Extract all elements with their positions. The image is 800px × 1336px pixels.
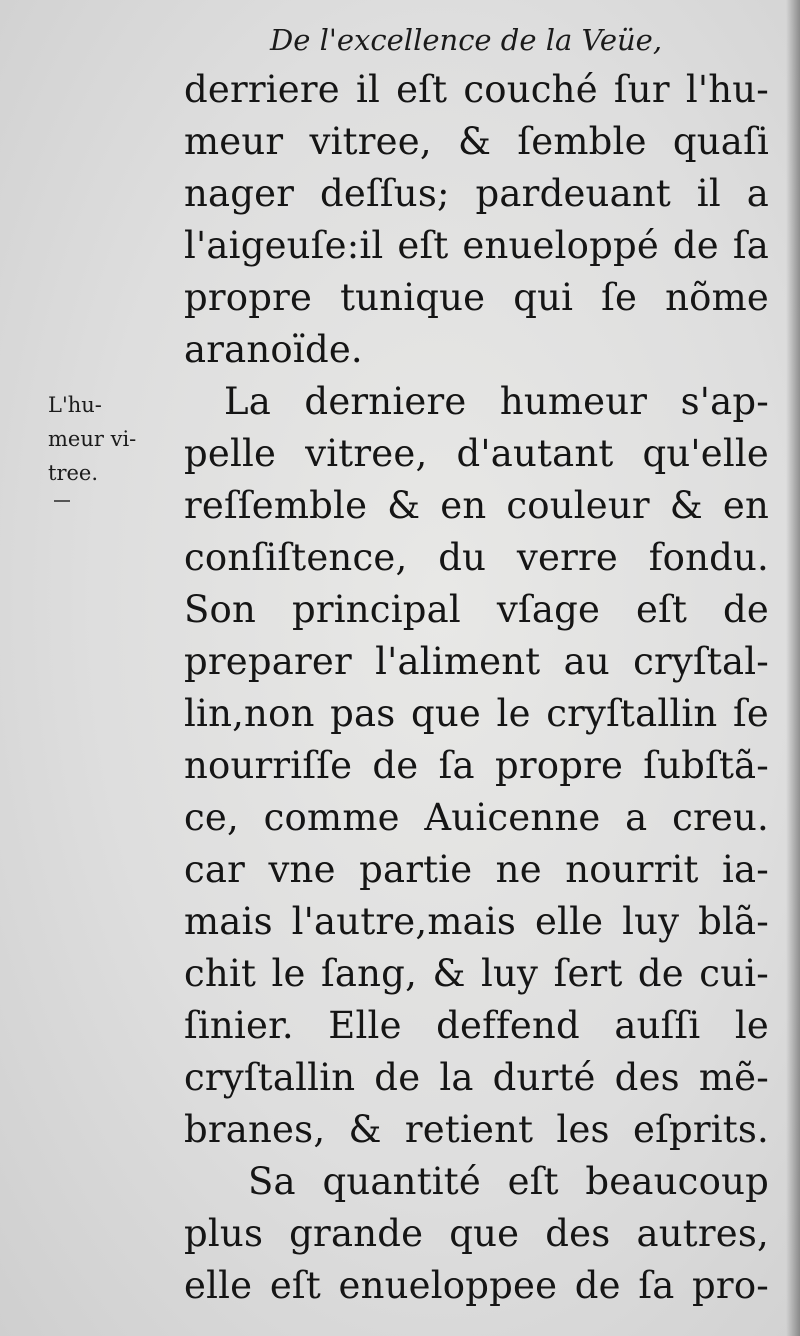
- text-line: La derniere humeur s'ap-: [224, 380, 769, 423]
- text-line: preparer l'aliment au cryſtal-: [184, 640, 769, 683]
- text-line: ſinier. Elle deffend auſſi le: [184, 1004, 769, 1047]
- running-title: De l'excellence de la Veüe,: [270, 23, 663, 57]
- margin-note: [48, 388, 173, 490]
- margin-dash: [54, 500, 70, 502]
- text-line: branes, & retient les eſprits.: [184, 1108, 769, 1151]
- text-line: propre tunique qui ſe nõme: [184, 276, 769, 319]
- text-line: mais l'autre,mais elle luy blã-: [184, 900, 769, 943]
- text-line: derriere il eſt couché ſur l'hu-: [184, 68, 769, 111]
- margin-note-line: tree.: [48, 461, 99, 485]
- text-line: meur vitree, & ſemble quaſi: [184, 120, 769, 163]
- text-line: cryſtallin de la durté des mẽ-: [184, 1056, 769, 1099]
- text-line: conſiſtence, du verre fondu.: [184, 536, 769, 579]
- text-line: chit le ſang, & luy ſert de cui-: [184, 952, 769, 995]
- text-line: elle eſt enueloppee de ſa pro-: [184, 1264, 769, 1307]
- margin-note-line: L'hu-: [48, 393, 102, 417]
- text-line: Son principal vſage eſt de: [184, 588, 769, 631]
- text-line: l'aigeuſe:il eſt enueloppé de ſa: [184, 224, 769, 267]
- margin-note-line: meur vi-: [48, 427, 137, 451]
- text-line: plus grande que des autres,: [184, 1212, 769, 1255]
- text-line: aranoïde.: [184, 328, 363, 371]
- text-line: Sa quantité eſt beaucoup: [248, 1160, 769, 1203]
- text-line: car vne partie ne nourrit ia-: [184, 848, 769, 891]
- text-line: reſſemble & en couleur & en: [184, 484, 769, 527]
- body-text: [184, 64, 769, 1312]
- text-line: nourriſſe de ſa propre ſubſtã-: [184, 744, 769, 787]
- text-line: lin,non pas que le cryſtallin ſe: [184, 692, 769, 735]
- text-line: ce, comme Auicenne a creu.: [184, 796, 769, 839]
- page-edge-shadow: [786, 0, 800, 1336]
- text-line: pelle vitree, d'autant qu'elle: [184, 432, 769, 475]
- text-line: nager deſſus; pardeuant il a: [184, 172, 769, 215]
